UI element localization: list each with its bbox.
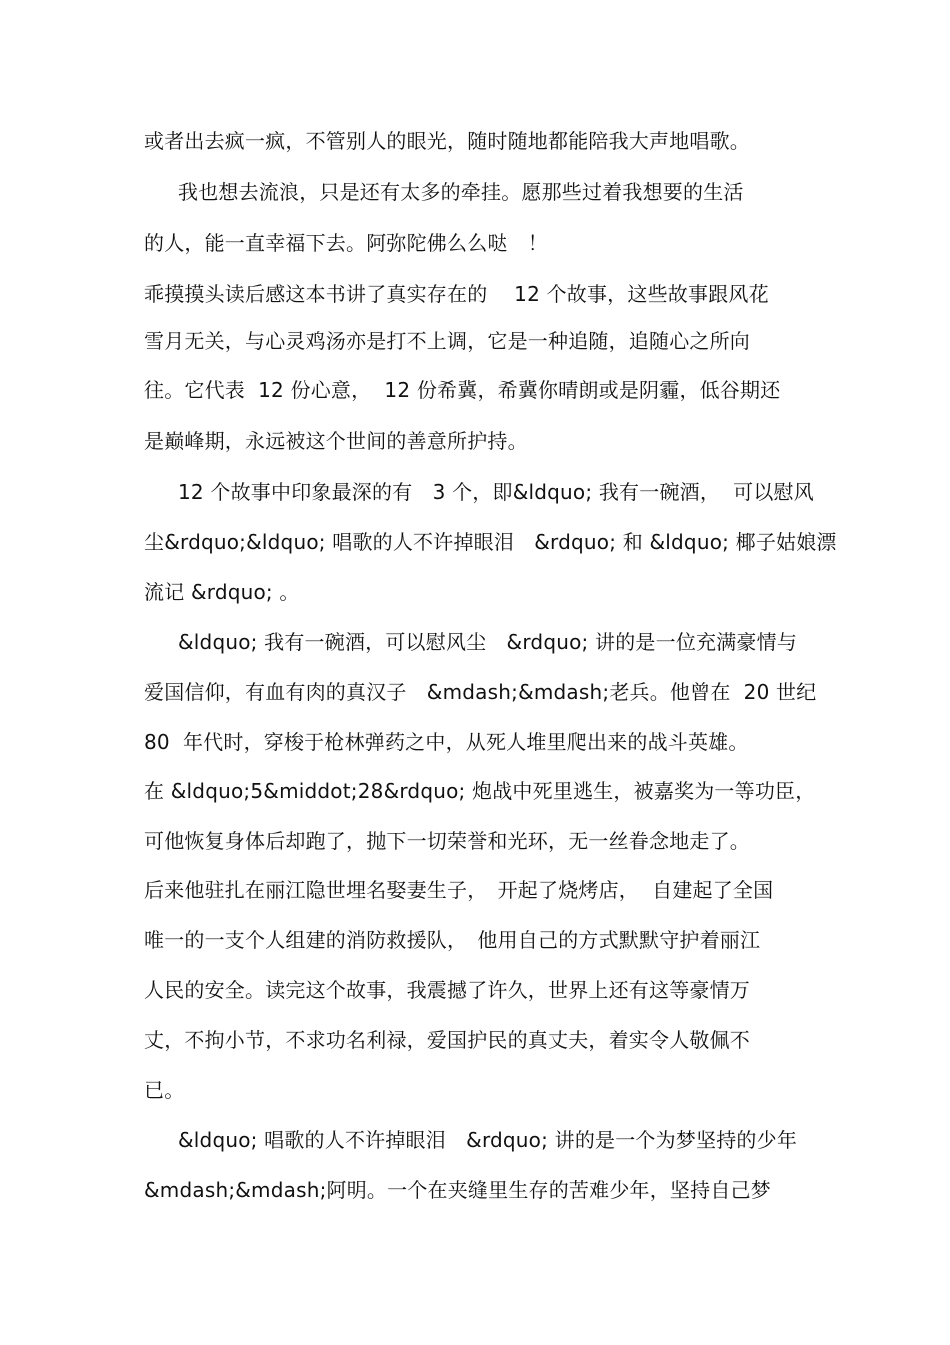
text-line: 我也想去流浪，只是还有太多的牵挂。愿那些过着我想要的生活 xyxy=(178,180,744,204)
text-line: 是巅峰期，永远被这个世间的善意所护持。 xyxy=(144,429,528,453)
text-line: 流记 &rdquo; 。 xyxy=(144,580,300,604)
text-line: 80 年代时，穿梭于枪林弹药之中，从死人堆里爬出来的战斗英雄。 xyxy=(144,730,749,754)
text-line: 或者出去疯一疯，不管别人的眼光，随时随地都能陪我大声地唱歌。 xyxy=(144,129,750,153)
text-line: 雪月无关，与心灵鸡汤亦是打不上调，它是一种追随，追随心之所向 xyxy=(144,329,750,353)
text-line: 后来他驻扎在丽江隐世埋名娶妻生子， 开起了烧烤店， 自建起了全国 xyxy=(144,878,774,902)
text-line: 已。 xyxy=(144,1078,185,1102)
text-line: 爱国信仰，有血有肉的真汉子 &mdash;&mdash;老兵。他曾在 20 世纪 xyxy=(144,680,817,704)
text-line: 乖摸摸头读后感这本书讲了真实存在的 12 个故事，这些故事跟风花 xyxy=(144,282,769,306)
text-line: 人民的安全。读完这个故事，我震撼了许久，世界上还有这等豪情万 xyxy=(144,978,750,1002)
text-line: 可他恢复身体后却跑了，抛下一切荣誉和光环，无一丝眷念地走了。 xyxy=(144,829,750,853)
text-line: &ldquo; 唱歌的人不许掉眼泪 &rdquo; 讲的是一个为梦坚持的少年 xyxy=(178,1128,798,1152)
text-line: 在 &ldquo;5&middot;28&rdquo; 炮战中死里逃生，被嘉奖为一等功臣， xyxy=(144,779,816,803)
text-line: 的人，能一直幸福下去。阿弥陀佛么么哒 ！ xyxy=(144,231,548,255)
text-line: 12 个故事中印象最深的有 3 个，即&ldquo; 我有一碗酒， 可以慰风 xyxy=(178,480,814,504)
text-line: &ldquo; 我有一碗酒，可以慰风尘 &rdquo; 讲的是一位充满豪情与 xyxy=(178,630,798,654)
text-line: 唯一的一支个人组建的消防救援队， 他用自己的方式默默守护着丽江 xyxy=(144,928,761,952)
text-line: &mdash;&mdash;阿明。一个在夹缝里生存的苦难少年，坚持自己梦 xyxy=(144,1178,771,1202)
text-line: 尘&rdquo;&ldquo; 唱歌的人不许掉眼泪 &rdquo; 和 &ldquo; 椰子姑娘漂 xyxy=(144,530,837,554)
text-line: 往。它代表 12 份心意， 12 份希冀，希冀你晴朗或是阴霾，低谷期还 xyxy=(144,378,781,402)
text-line: 丈，不拘小节，不求功名利禄，爱国护民的真丈夫，着实令人敬佩不 xyxy=(144,1028,750,1052)
